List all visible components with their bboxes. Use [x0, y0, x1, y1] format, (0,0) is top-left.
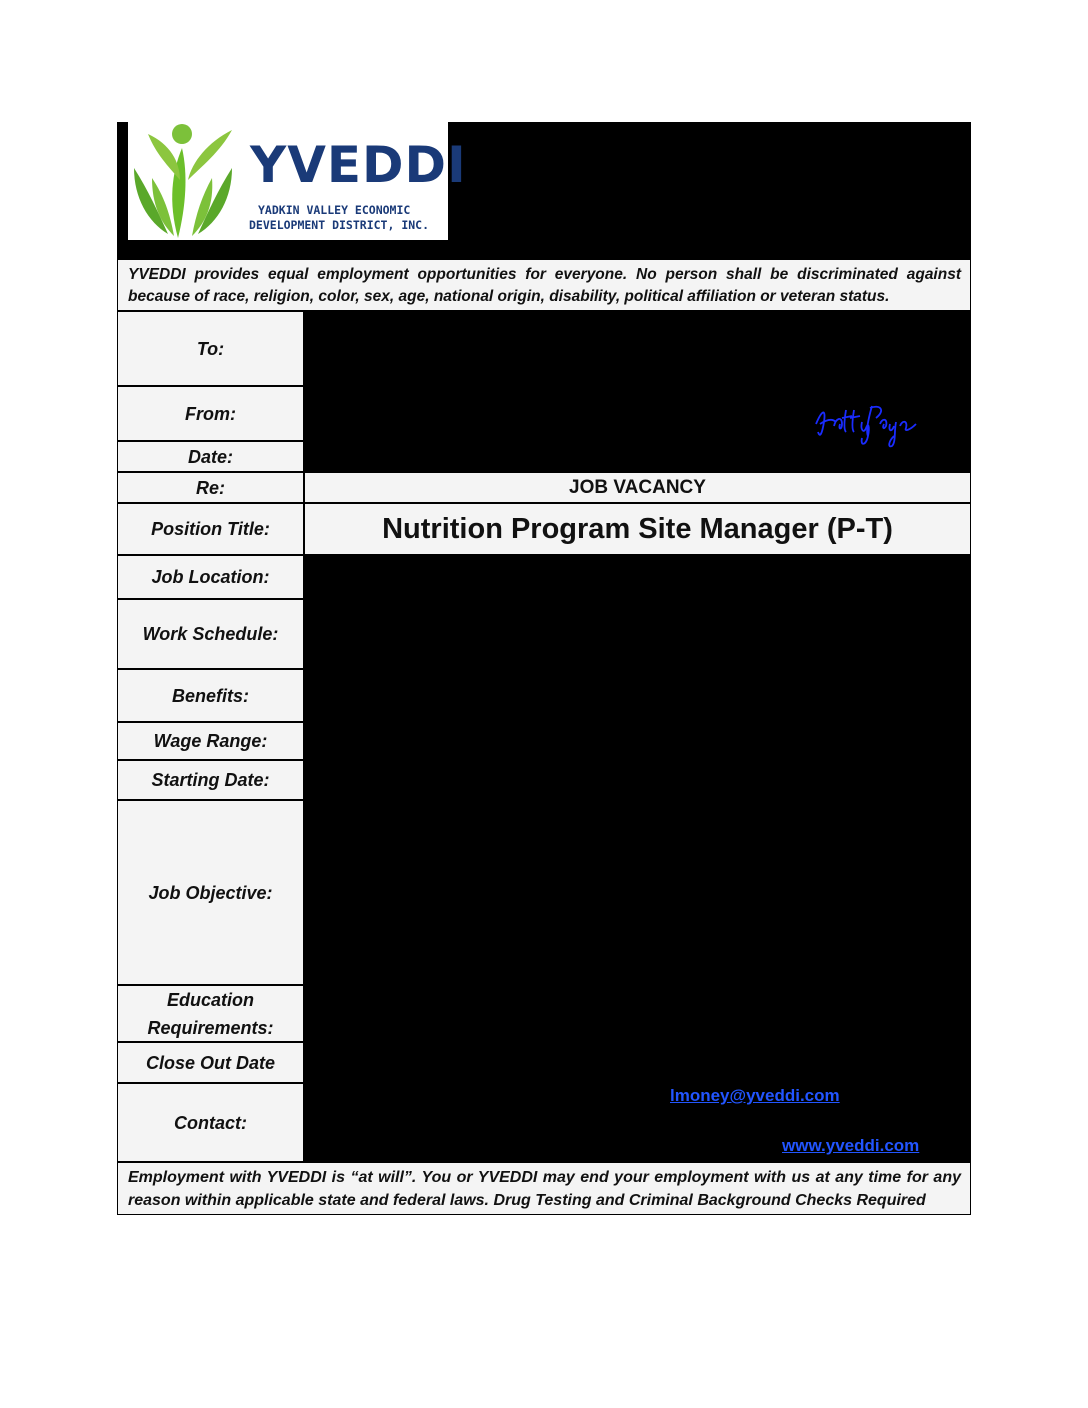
job-vacancy-form: [117, 122, 971, 1215]
close-out-date-label: Close Out Date: [117, 1042, 304, 1083]
job-objective-label: Job Objective:: [117, 800, 304, 985]
re-value: JOB VACANCY: [304, 472, 971, 503]
redacted-body-values: [304, 555, 971, 1162]
leaf-figure-icon: [128, 122, 248, 240]
education-requirements-label: Education Requirements:: [117, 985, 304, 1042]
work-schedule-label: Work Schedule:: [117, 599, 304, 669]
position-title-value: Nutrition Program Site Manager (P-T): [304, 503, 971, 555]
from-label: From:: [117, 386, 304, 441]
logo-wordmark: YVEDDI: [250, 136, 467, 194]
job-location-label: Job Location:: [117, 555, 304, 599]
signature-icon: [812, 402, 922, 452]
starting-date-label: Starting Date:: [117, 760, 304, 800]
to-label: To:: [117, 311, 304, 386]
benefits-label: Benefits:: [117, 669, 304, 722]
eeo-notice: YVEDDI provides equal employment opportunities for everyone. No person shall be discriminated against because of race, religion, color, sex, age, national origin, disability, political affiliation or veteran status.: [117, 259, 971, 311]
logo-tagline-1: YADKIN VALLEY ECONOMIC: [258, 203, 411, 217]
date-label: Date:: [117, 441, 304, 472]
website-link[interactable]: www.yveddi.com: [782, 1136, 920, 1155]
yveddi-logo: [128, 122, 467, 240]
contact-email-link[interactable]: lmoney@yveddi.com: [670, 1086, 840, 1105]
header-bar: [117, 122, 971, 259]
contact-label: Contact:: [117, 1083, 304, 1162]
wage-range-label: Wage Range:: [117, 722, 304, 760]
at-will-notice: Employment with YVEDDI is “at will”. You or YVEDDI may end your employment with us at any time for any reason within applicable state and federal laws. Drug Testing and Criminal Background Checks Required: [117, 1162, 971, 1215]
re-label: Re:: [117, 472, 304, 503]
logo-tagline-2: DEVELOPMENT DISTRICT, INC.: [249, 218, 430, 232]
position-title-label: Position Title:: [117, 503, 304, 555]
